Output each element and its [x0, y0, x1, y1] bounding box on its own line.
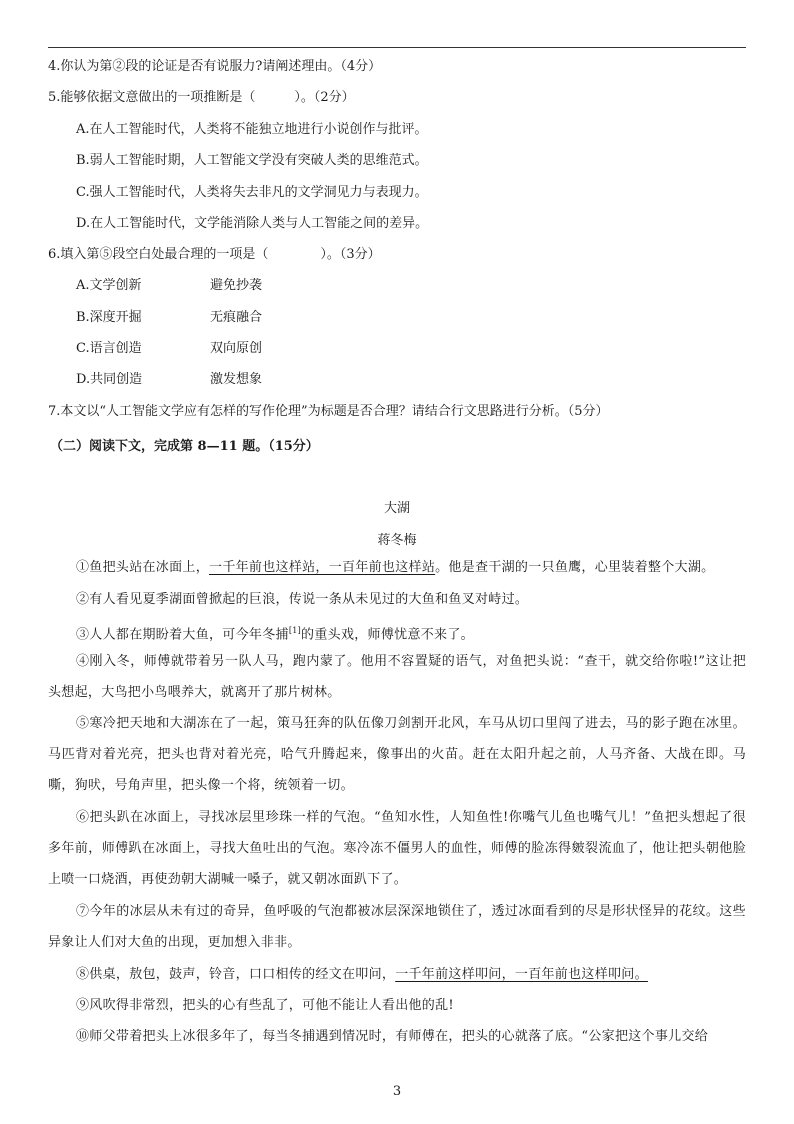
paragraph-8 — [48, 959, 746, 990]
question-4: 4.你认为第②段的论证是否有说服力?请阐述理由。（4分） — [48, 59, 382, 74]
q6-option-c — [76, 341, 263, 357]
q6-option-c-first: C.语言创造 — [76, 341, 142, 356]
q6-option-b-first: B.深度开掘 — [76, 310, 142, 325]
article-title: 大湖 — [383, 501, 410, 516]
paragraph-2: ②有人看见夏季湖面曾掀起的巨浪，传说一条从未见过的大鱼和鱼叉对峙过。 — [76, 592, 529, 607]
paragraph-10: ⑩师父带着把头上冰很多年了，每当冬捕遇到情况时，有师傅在，把头的心就落了底。“公家把这个事儿交给 — [76, 1029, 709, 1044]
q6-option-c-second: 双向原创 — [210, 341, 263, 356]
q6-option-a-second: 避免抄袭 — [210, 278, 263, 293]
paragraph-1-start: ①鱼把头站在冰面上， — [76, 560, 210, 575]
paragraph-9: ⑨风吹得非常烈，把头的心有些乱了，可他不能让人看出他的乱! — [76, 998, 454, 1013]
header-rule — [48, 47, 746, 48]
article-author: 蒋冬梅 — [377, 533, 417, 548]
paragraph-7: ⑦今年的冰层从未有过的奇异，鱼呼吸的气泡都被冰层深深地锁住了，透过冰面看到的尽是形状怪异的花纹。这些异象让人们对大鱼的出现，更加想入非非。 — [48, 904, 746, 950]
question-6: 6.填入第⑤段空白处最合理的一项是（ ）。（3分） — [48, 247, 381, 262]
q6-option-b — [76, 310, 263, 326]
paragraph-1-underlined: 一千年前也这样站，一百年前也这样站 — [209, 560, 436, 575]
question-5: 5.能够依据文意做出的一项推断是（ ）。（2分） — [48, 90, 355, 105]
paragraph-8-underlined: 一千年前这样叩问，一百年前也这样叩问。 — [395, 967, 648, 982]
q5-option-b: B.弱人工智能时期，人工智能文学没有突破人类的思维范式。 — [76, 153, 428, 168]
paragraph-5: ⑤寒冷把天地和大湖冻在了一起，策马狂奔的队伍像刀剑割开北风，车马从切口里闯了进去，马的影子跑在冰里。马匹背对着光亮，把头也背对着光亮，哈气升腾起来，像事出的火苗。赶在太阳升起之前，人马齐备、大战在即。马嘶，狗吠，号角声里，把头像一个将，统领着一切。 — [48, 716, 746, 793]
q5-option-c: C.强人工智能时代，人类将失去非凡的文学洞见力与表现力。 — [76, 185, 428, 200]
q6-option-d — [76, 372, 263, 388]
q6-option-d-second: 激发想象 — [210, 372, 263, 387]
section-heading: （二）阅读下文，完成第 8—11 题。（15分） — [50, 439, 319, 454]
question-7: 7.本文以“人工智能文学应有怎样的写作伦理”为标题是否合理？请结合行文思路进行分析。（5分） — [48, 404, 609, 419]
paragraph-8-start: ⑧供桌，敖包，鼓声，铃音，口口相传的经文在叩问， — [76, 967, 396, 982]
paragraph-6: ⑥把头趴在冰面上，寻找冰层里珍珠一样的气泡。“鱼知水性，人知鱼性!你嘴气儿鱼也嘴气儿！”鱼把头想起了很多年前，师傅趴在冰面上，寻找大鱼吐出的气泡。寒冷冻不僵男人的血性，师傅的脸冻得皴裂流血了，他让把头朝他脸上喷一口烧酒，再使劲朝大湖喊一嗓子，就又朝冰面趴下了。 — [48, 810, 746, 887]
q6-option-b-second: 无痕融合 — [210, 310, 263, 325]
q6-option-a — [76, 278, 263, 294]
page-number: 3 — [392, 1084, 402, 1099]
paragraph-1-end: 。他是查干湖的一只鱼鹰，心里装着整个大湖。 — [435, 560, 715, 575]
footnote-ref: [1] — [288, 626, 302, 635]
q6-option-a-first: A.文学创新 — [76, 278, 142, 293]
paragraph-1 — [48, 552, 746, 583]
paragraph-3-start: ③人人都在期盼着大鱼，可今年冬捕 — [76, 627, 289, 643]
q5-option-a: A.在人工智能时代，人类将不能独立地进行小说创作与批评。 — [76, 122, 428, 137]
paragraph-4: ④刚入冬，师傅就带着另一队人马，跑内蒙了。他用不容置疑的语气，对鱼把头说：“查干，就交给你啦!”这让把头想起，大鸟把小鸟喂养大，就离开了那片树林。 — [48, 654, 746, 700]
q6-option-d-first: D.共同创造 — [76, 372, 143, 387]
paragraph-3-end: 的重头戏，师傅忧意不来了。 — [301, 627, 474, 643]
q5-option-d: D.在人工智能时代，文学能消除人类与人工智能之间的差异。 — [76, 216, 429, 231]
